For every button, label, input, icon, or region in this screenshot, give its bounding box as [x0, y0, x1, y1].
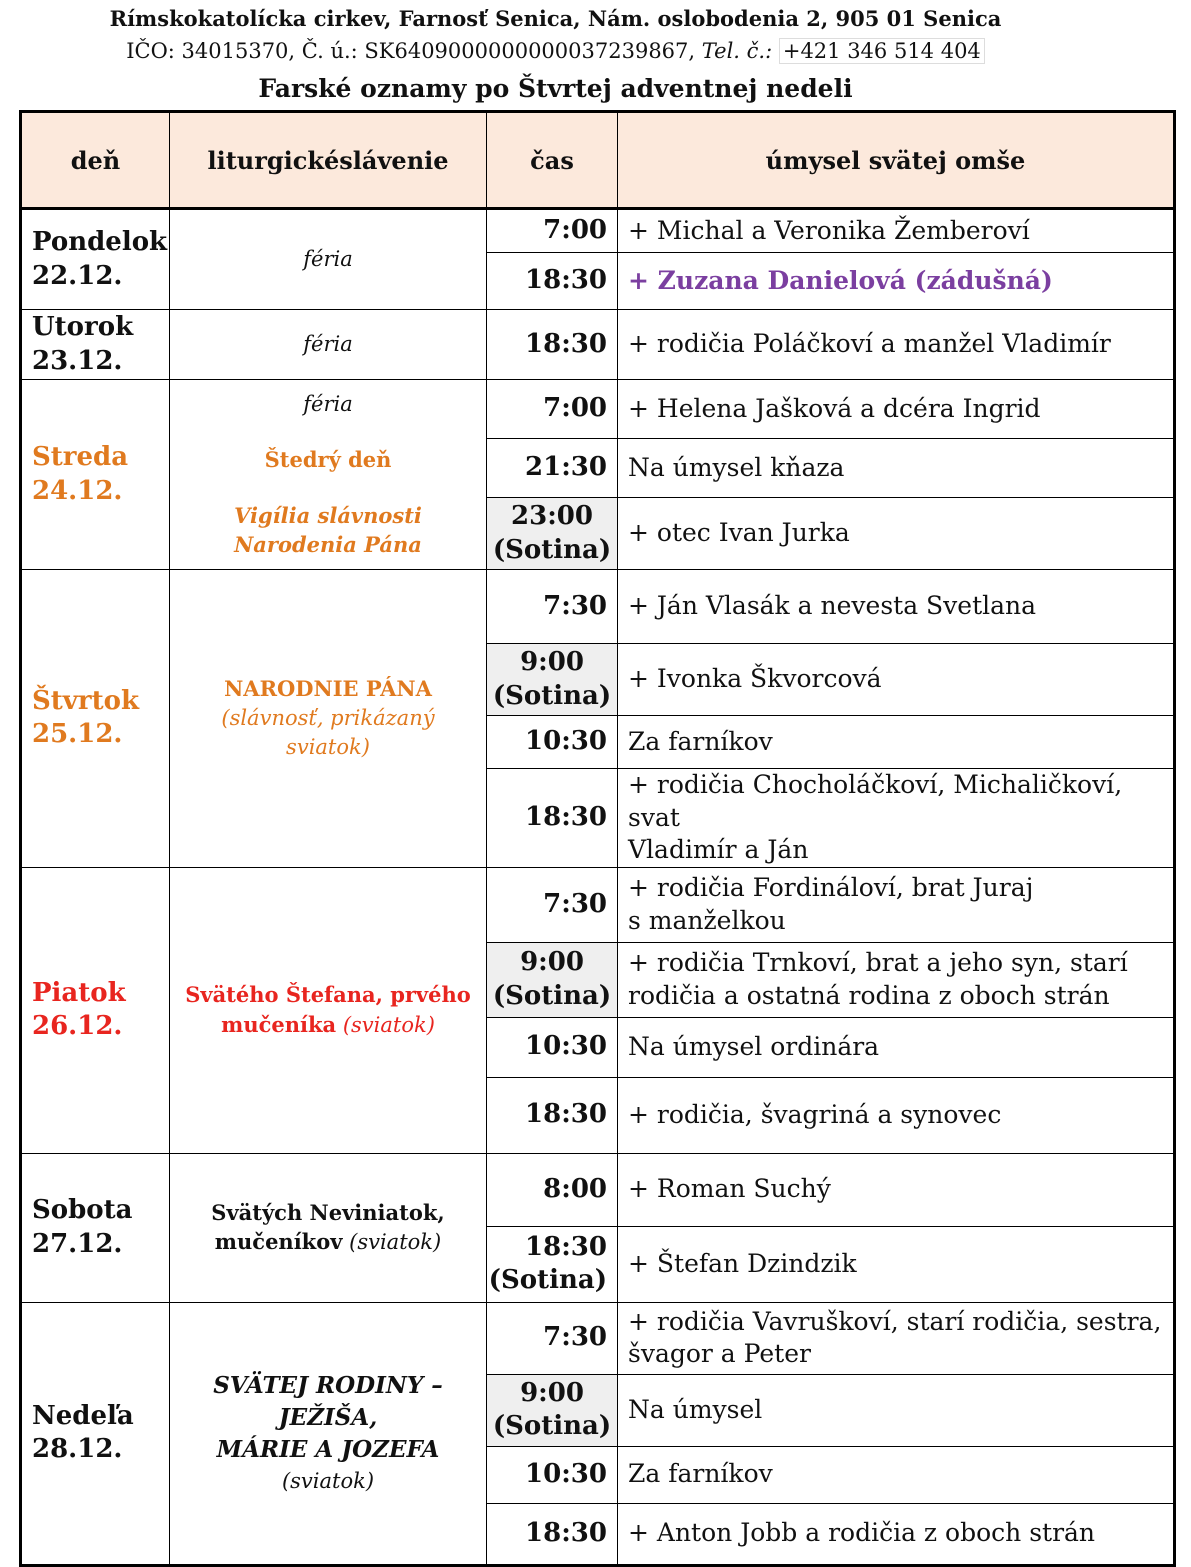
mass-intention: + rodičia, švagriná a synovec: [618, 1077, 1175, 1153]
mass-time: 8:00: [487, 1153, 618, 1226]
mass-time: 18:30: [487, 310, 618, 380]
mass-time: 7:30: [487, 867, 618, 942]
day-wednesday: Streda 24.12.: [21, 380, 170, 570]
mass-intention: Na úmysel kňaza: [618, 439, 1175, 498]
mass-time: 18:30: [487, 769, 618, 868]
liturgy-friday: Svätého Štefana, prvého mučeníka (sviatok): [170, 867, 487, 1153]
mass-time: 9:00 (Sotina): [487, 942, 618, 1017]
mass-intention: + Michal a Veronika Žemberoví: [618, 209, 1175, 253]
mass-time: 18:30: [487, 1503, 618, 1565]
mass-time: 18:30: [487, 253, 618, 310]
mass-schedule-table: [19, 110, 1176, 1567]
mass-time: 7:30: [487, 1302, 618, 1374]
col-intention: úmysel svätej omše: [618, 112, 1175, 209]
liturgy-thursday: NARODNIE PÁNA (slávnosť, prikázaný sviatok): [170, 570, 487, 868]
col-day: deň: [21, 112, 170, 209]
mass-time: 23:00 (Sotina): [487, 498, 618, 570]
mass-time: 7:30: [487, 570, 618, 644]
day-monday: Pondelok 22.12.: [21, 209, 170, 310]
mass-intention: Na úmysel ordinára: [618, 1017, 1175, 1077]
liturgy-wednesday: féria Štedrý deň Vigília slávnosti Narodenia Pána: [170, 380, 487, 570]
mass-time: 9:00 (Sotina): [487, 644, 618, 716]
mass-time: 18:30 (Sotina): [487, 1226, 618, 1302]
day-sunday: Nedeľa 28.12.: [21, 1302, 170, 1565]
mass-intention: Za farníkov: [618, 1446, 1175, 1503]
mass-intention: + otec Ivan Jurka: [618, 498, 1175, 570]
table-row: [21, 1153, 1175, 1226]
mass-intention: + rodičia Chocholáčkoví, Michaličkoví, svat Vladimír a Ján: [618, 769, 1175, 868]
day-thursday: Štvrtok 25.12.: [21, 570, 170, 868]
mass-intention: Za farníkov: [618, 716, 1175, 769]
day-friday: Piatok 26.12.: [21, 867, 170, 1153]
mass-time: 21:30: [487, 439, 618, 498]
mass-time: 10:30: [487, 1446, 618, 1503]
mass-time: 10:30: [487, 716, 618, 769]
mass-time: 18:30: [487, 1077, 618, 1153]
mass-intention: + rodičia Fordináloví, brat Juraj s manželkou: [618, 867, 1175, 942]
liturgy-tuesday: féria: [170, 310, 487, 380]
table-row: [21, 209, 1175, 253]
parish-address: Rímskokatolícka cirkev, Farnosť Senica, Nám. oslobodenia 2, 905 01 Senica: [109, 6, 1002, 31]
mass-intention: + Anton Jobb a rodičia z oboch strán: [618, 1503, 1175, 1565]
mass-time: 10:30: [487, 1017, 618, 1077]
mass-intention: + Roman Suchý: [618, 1153, 1175, 1226]
mass-time: 7:00: [487, 380, 618, 439]
day-saturday: Sobota 27.12.: [21, 1153, 170, 1302]
mass-intention: + rodičia Vavruškoví, starí rodičia, sestra, švagor a Peter: [618, 1302, 1175, 1374]
col-time: čas: [487, 112, 618, 209]
page-title: Farské oznamy po Štvrtej adventnej nedeli: [258, 74, 853, 103]
day-tuesday: Utorok 23.12.: [21, 310, 170, 380]
mass-time: 9:00 (Sotina): [487, 1374, 618, 1446]
parish-identifiers: [0, 39, 1111, 63]
mass-intention: + Zuzana Danielová (zádušná): [618, 253, 1175, 310]
col-liturgy: liturgickéslávenie: [170, 112, 487, 209]
liturgy-sunday: SVÄTEJ RODINY – JEŽIŠA, MÁRIE A JOZEFA (sviatok): [170, 1302, 487, 1565]
table-row: [21, 867, 1175, 942]
liturgy-monday: féria: [170, 209, 487, 310]
mass-intention: + rodičia Trnkoví, brat a jeho syn, starí rodičia a ostatná rodina z oboch strán: [618, 942, 1175, 1017]
liturgy-saturday: Svätých Neviniatok, mučeníkov (sviatok): [170, 1153, 487, 1302]
table-row: [21, 1302, 1175, 1374]
table-row: [21, 380, 1175, 439]
mass-intention: + Helena Jašková a dcéra Ingrid: [618, 380, 1175, 439]
mass-intention: Na úmysel: [618, 1374, 1175, 1446]
mass-intention: + Štefan Dzindzik: [618, 1226, 1175, 1302]
table-row: [21, 570, 1175, 644]
mass-intention: + Ján Vlasák a nevesta Svetlana: [618, 570, 1175, 644]
table-row: [21, 310, 1175, 380]
ico-account: IČO: 34015370, Č. ú.: SK6409000000000037239867,: [126, 39, 702, 63]
mass-intention: + Ivonka Škvorcová: [618, 644, 1175, 716]
table-header-row: [21, 112, 1175, 209]
mass-intention: + rodičia Poláčkoví a manžel Vladimír: [618, 310, 1175, 380]
phone-number[interactable]: +421 346 514 404: [779, 38, 985, 64]
tel-label: Tel. č.:: [701, 39, 773, 63]
mass-time: 7:00: [487, 209, 618, 253]
